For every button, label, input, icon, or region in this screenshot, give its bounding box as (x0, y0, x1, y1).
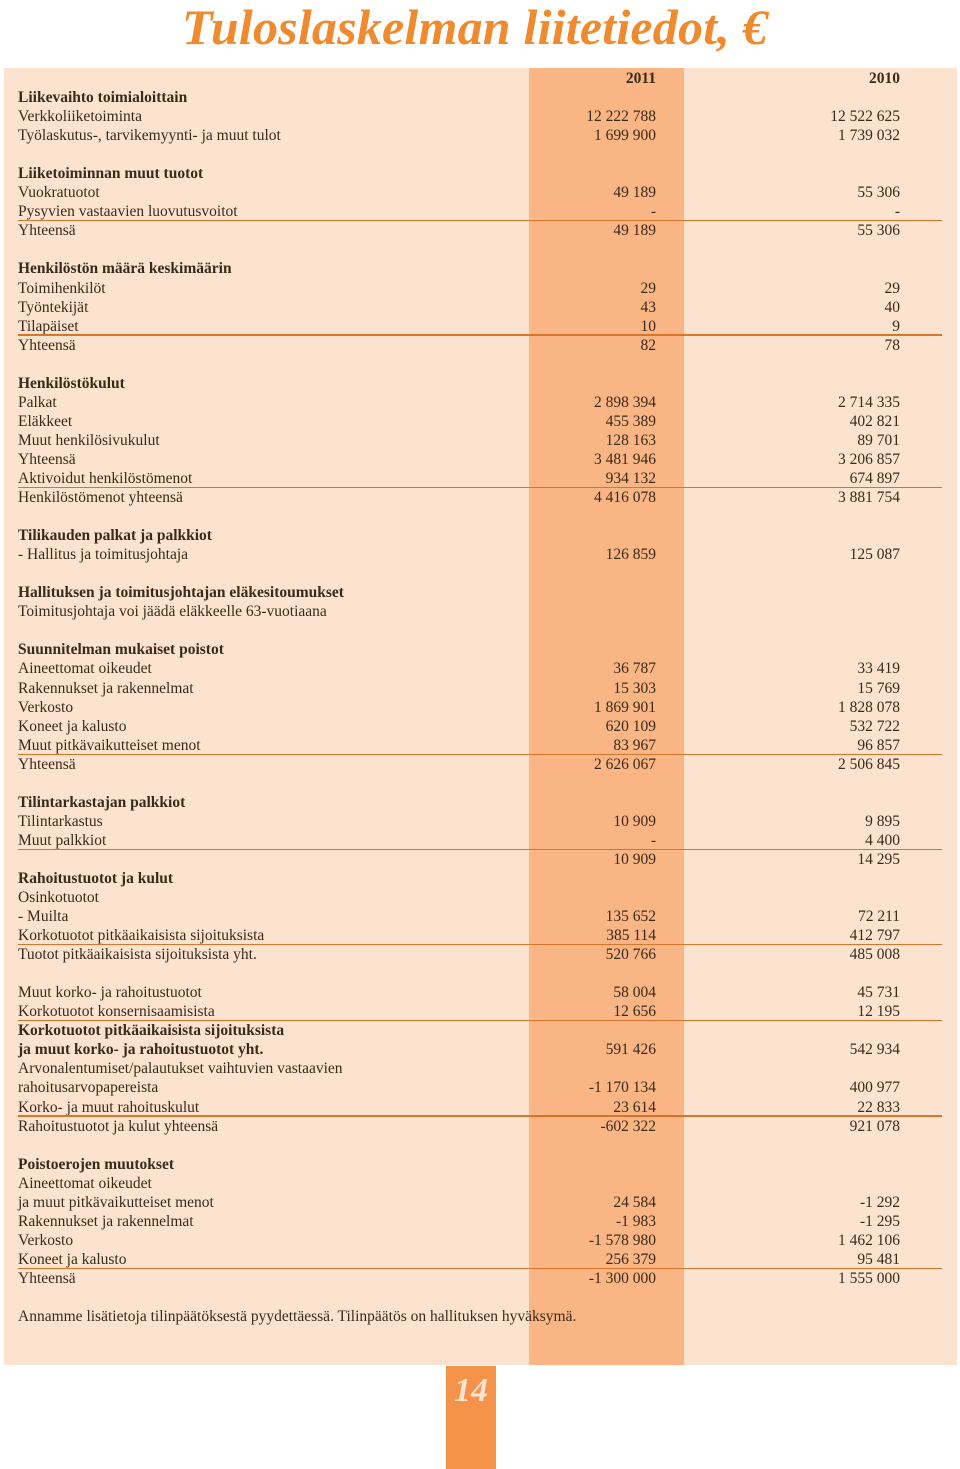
table-row (0, 1212, 960, 1231)
row-label: Hallituksen ja toimitusjohtajan eläkesitoumukset (18, 584, 344, 602)
value-2011: 49 189 (613, 222, 656, 240)
value-2011: 385 114 (606, 927, 656, 945)
value-2010: -1 292 (859, 1193, 900, 1211)
section-heading-row (0, 1021, 960, 1040)
table-row (0, 450, 960, 469)
value-2010: 15 769 (857, 679, 900, 697)
row-label: Liiketoiminnan muut tuotot (18, 165, 204, 183)
value-2010: - (894, 203, 900, 221)
value-2011: -1 983 (615, 1212, 656, 1230)
table-row (0, 850, 960, 869)
value-2011: 1 869 901 (594, 698, 656, 716)
table-row (0, 1098, 960, 1117)
row-label: Yhteensä (18, 336, 76, 354)
section-heading-row (0, 640, 960, 659)
value-2011: - (650, 831, 656, 849)
spacer-row (0, 1136, 960, 1155)
row-label: Vuokratuotot (18, 184, 100, 202)
row-label: Henkilöstön määrä keskimäärin (18, 260, 232, 278)
value-2011: 58 004 (613, 984, 656, 1002)
value-2011: 4 416 078 (594, 489, 656, 507)
value-2010: 4 400 (865, 831, 900, 849)
table-row (0, 1174, 960, 1193)
value-2011: -602 322 (600, 1117, 656, 1135)
table-row (0, 183, 960, 202)
row-label: Eläkkeet (18, 412, 73, 430)
table-row (0, 983, 960, 1002)
page-number: 14 (454, 1372, 488, 1409)
value-2011: 82 (640, 336, 656, 354)
table-row (0, 888, 960, 907)
row-label: Arvonalentumiset/palautukset vaihtuvien vastaavien (18, 1060, 343, 1078)
table-row (0, 1117, 960, 1136)
value-2010: 89 701 (857, 431, 900, 449)
value-2010: 72 211 (857, 908, 900, 926)
table-row (0, 1231, 960, 1250)
table-row (0, 1078, 960, 1097)
value-2010: 12 522 625 (830, 108, 900, 126)
value-2010: 2 714 335 (838, 393, 900, 411)
value-2010: 542 934 (849, 1041, 900, 1059)
value-2011: 128 163 (605, 431, 656, 449)
section-heading-row (0, 88, 960, 107)
row-label: Muut palkkiot (18, 831, 107, 849)
value-2010: 55 306 (857, 184, 900, 202)
row-label: Muut pitkävaikutteiset menot (18, 736, 201, 754)
value-2010: 40 (884, 298, 900, 316)
row-label: Pysyvien vastaavien luovutusvoitot (18, 203, 238, 221)
row-label: Rakennukset ja rakennelmat (18, 1212, 194, 1230)
row-label: Verkosto (18, 1231, 74, 1249)
value-2010: 1 555 000 (838, 1269, 900, 1287)
value-2011: 15 303 (613, 679, 656, 697)
row-label: Koneet ja kalusto (18, 1250, 127, 1268)
page-number-tab (446, 1366, 496, 1469)
value-2010: 14 295 (857, 850, 900, 868)
spacer-row (0, 774, 960, 793)
row-label: Aineettomat oikeudet (18, 660, 152, 678)
value-2010: 45 731 (857, 984, 900, 1002)
row-label: Tuotot pitkäaikaisista sijoituksista yht. (18, 946, 257, 964)
row-label: Tilikauden palkat ja palkkiot (18, 527, 212, 545)
notes-table (0, 69, 960, 1326)
value-2011: 126 859 (605, 546, 656, 564)
value-2011: 29 (640, 279, 656, 297)
section-heading-row (0, 1155, 960, 1174)
value-2011: 455 389 (605, 412, 656, 430)
table-row (0, 202, 960, 221)
table-row (0, 336, 960, 355)
value-2011: 43 (640, 298, 656, 316)
row-label: Henkilöstömenot yhteensä (18, 489, 183, 507)
table-row (0, 298, 960, 317)
spacer-row (0, 564, 960, 583)
value-2011: 10 909 (613, 850, 656, 868)
table-row (0, 126, 960, 145)
row-label: Rahoitustuotot ja kulut (18, 869, 174, 887)
row-label: Korkotuotot konsernisaamisista (18, 1003, 215, 1021)
value-2011: - (650, 203, 656, 221)
table-row (0, 221, 960, 240)
row-label: Aktivoidut henkilöstömenot (18, 469, 193, 487)
spacer-row (0, 507, 960, 526)
value-2010: 33 419 (857, 660, 900, 678)
row-label: Tilapäiset (18, 317, 79, 335)
table-row (0, 831, 960, 850)
value-2011: 520 766 (605, 946, 656, 964)
section-heading-row (0, 869, 960, 888)
row-label: Muut henkilösivukulut (18, 431, 160, 449)
table-row (0, 393, 960, 412)
row-label: - Hallitus ja toimitusjohtaja (18, 546, 189, 564)
table-row (0, 107, 960, 126)
value-2010: 1 739 032 (838, 127, 900, 145)
row-label: Yhteensä (18, 1269, 76, 1287)
section-heading-row (0, 526, 960, 545)
row-label: Palkat (18, 393, 57, 411)
row-label: Aineettomat oikeudet (18, 1174, 152, 1192)
table-row (0, 488, 960, 507)
value-2010: 55 306 (857, 222, 900, 240)
value-2011: 36 787 (613, 660, 656, 678)
section-heading-row (0, 374, 960, 393)
row-label: rahoitusarvopapereista (18, 1079, 159, 1097)
row-label: Yhteensä (18, 222, 76, 240)
table-row (0, 279, 960, 298)
row-label: Koneet ja kalusto (18, 717, 127, 735)
value-2011: 1 699 900 (594, 127, 656, 145)
value-2011: -1 578 980 (588, 1231, 656, 1249)
row-label: Työntekijät (18, 298, 89, 316)
section-heading-row (0, 793, 960, 812)
value-2011: 620 109 (605, 717, 656, 735)
value-2010: 2010 (869, 70, 900, 87)
row-label: Rahoitustuotot ja kulut yhteensä (18, 1117, 219, 1135)
value-2011: 10 (640, 317, 656, 335)
spacer-row (0, 355, 960, 374)
value-2010: 1 828 078 (838, 698, 900, 716)
table-row (0, 755, 960, 774)
table-row (0, 812, 960, 831)
table-row (0, 945, 960, 964)
row-label: Korkotuotot pitkäaikaisista sijoituksista (18, 927, 265, 945)
value-2011: 12 222 788 (586, 108, 656, 126)
table-row (0, 545, 960, 564)
value-2010: 125 087 (849, 546, 900, 564)
value-2010: 2 506 845 (838, 755, 900, 773)
value-2011: 10 909 (613, 812, 656, 830)
row-label: Verkosto (18, 698, 74, 716)
value-2011: 2 898 394 (594, 393, 656, 411)
value-2010: 3 206 857 (838, 450, 900, 468)
value-2010: 22 833 (857, 1098, 900, 1116)
row-label: Korko- ja muut rahoituskulut (18, 1098, 200, 1116)
section-heading-row (0, 164, 960, 183)
row-label: - Muilta (18, 908, 69, 926)
table-row (0, 736, 960, 755)
table-row (0, 412, 960, 431)
row-label: Korkotuotot pitkäaikaisista sijoituksista (18, 1022, 285, 1040)
table-row (0, 1002, 960, 1021)
row-label: Yhteensä (18, 755, 76, 773)
spacer-row (0, 621, 960, 640)
row-label: Työlaskutus-, tarvikemyynti- ja muut tulot (18, 127, 281, 145)
value-2010: 9 895 (865, 812, 900, 830)
value-2010: 3 881 754 (838, 489, 900, 507)
value-2011: 12 656 (613, 1003, 656, 1021)
table-row (0, 317, 960, 336)
value-2010: -1 295 (859, 1212, 900, 1230)
row-label: Henkilöstökulut (18, 374, 125, 392)
row-label: Suunnitelman mukaiset poistot (18, 641, 224, 659)
table-row (0, 1250, 960, 1269)
row-label: ja muut korko- ja rahoitustuotot yht. (18, 1041, 264, 1059)
table-row (0, 1059, 960, 1078)
table-row (0, 679, 960, 698)
value-2010: 12 195 (857, 1003, 900, 1021)
value-2011: 23 614 (613, 1098, 656, 1116)
value-2010: 532 722 (849, 717, 900, 735)
table-row (0, 469, 960, 488)
spacer-row (0, 145, 960, 164)
value-2011: 3 481 946 (594, 450, 656, 468)
table-row (0, 907, 960, 926)
value-2010: 921 078 (849, 1117, 900, 1135)
table-row (0, 1040, 960, 1059)
value-2011: 256 379 (605, 1250, 656, 1268)
row-label: Tilintarkastus (18, 812, 103, 830)
table-row (0, 698, 960, 717)
table-row (0, 1307, 960, 1326)
value-2011: 83 967 (613, 736, 656, 754)
row-label: Toimitusjohtaja voi jäädä eläkkeelle 63-vuotiaana (18, 603, 327, 621)
row-label: ja muut pitkävaikutteiset menot (18, 1193, 214, 1211)
table-row (0, 431, 960, 450)
table-row (0, 1193, 960, 1212)
value-2010: 674 897 (849, 469, 900, 487)
value-2010: 95 481 (857, 1250, 900, 1268)
row-label: Osinkotuotot (18, 889, 99, 907)
value-2010: 29 (884, 279, 900, 297)
table-row (0, 69, 960, 88)
row-label: Poistoerojen muutokset (18, 1155, 174, 1173)
value-2010: 1 462 106 (838, 1231, 900, 1249)
value-2011: 24 584 (613, 1193, 656, 1211)
table-row (0, 602, 960, 621)
value-2010: 412 797 (849, 927, 900, 945)
row-label: Verkkoliiketoiminta (18, 108, 142, 126)
value-2011: 2 626 067 (594, 755, 656, 773)
row-label: Yhteensä (18, 450, 76, 468)
value-2011: 591 426 (605, 1041, 656, 1059)
value-2010: 9 (892, 317, 900, 335)
value-2010: 402 821 (849, 412, 900, 430)
value-2010: 78 (884, 336, 900, 354)
table-row (0, 659, 960, 678)
value-2011: 135 652 (605, 908, 656, 926)
row-label: Liikevaihto toimialoittain (18, 89, 188, 107)
page-title: Tuloslaskelman liitetiedot, € (182, 0, 768, 55)
spacer-row (0, 964, 960, 983)
row-label: Annamme lisätietoja tilinpäätöksestä pyydettäessä. Tilinpäätös on hallituksen hyväksymä. (18, 1308, 577, 1326)
value-2011: 934 132 (605, 469, 656, 487)
value-2011: 2011 (625, 70, 656, 87)
spacer-row (0, 1288, 960, 1307)
value-2011: -1 300 000 (588, 1269, 656, 1287)
value-2010: 485 008 (849, 946, 900, 964)
table-row (0, 717, 960, 736)
value-2011: -1 170 134 (588, 1079, 656, 1097)
spacer-row (0, 240, 960, 259)
table-row (0, 926, 960, 945)
value-2011: 49 189 (613, 184, 656, 202)
table-row (0, 1269, 960, 1288)
section-heading-row (0, 259, 960, 278)
value-2010: 400 977 (849, 1079, 900, 1097)
row-label: Tilintarkastajan palkkiot (18, 793, 186, 811)
value-2010: 96 857 (857, 736, 900, 754)
row-label: Rakennukset ja rakennelmat (18, 679, 194, 697)
row-label: Toimihenkilöt (18, 279, 106, 297)
section-heading-row (0, 583, 960, 602)
row-label: Muut korko- ja rahoitustuotot (18, 984, 202, 1002)
